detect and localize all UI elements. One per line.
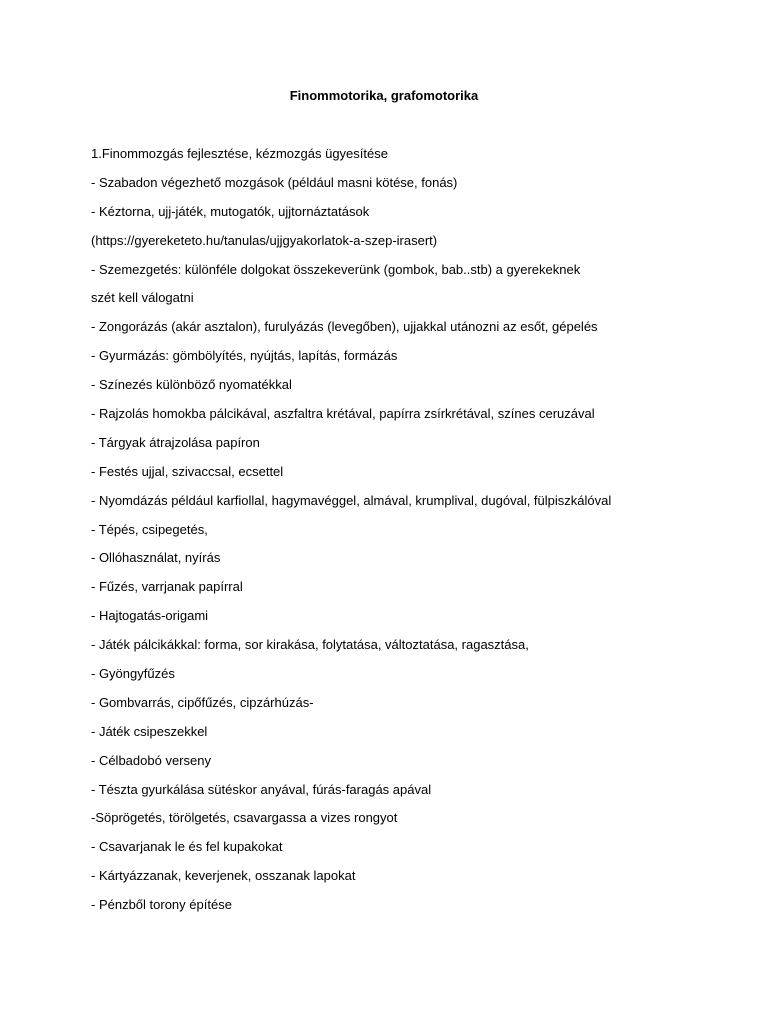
text-line: - Hajtogatás-origami bbox=[91, 608, 209, 624]
text-line: - Játék csipeszekkel bbox=[91, 723, 208, 739]
text-line: - Fűzés, varrjanak papírral bbox=[91, 579, 243, 595]
text-line: -Söprögetés, törölgetés, csavargassa a vizes rongyot bbox=[91, 810, 398, 826]
text-line: - Szabadon végezhető mozgások (például masni kötése, fonás) bbox=[91, 174, 458, 190]
text-line: - Tépés, csipegetés, bbox=[91, 521, 208, 537]
text-line: - Kéztorna, ujj-játék, mutogatók, ujjtornáztatások bbox=[91, 203, 370, 219]
text-line: - Célbadobó verseny bbox=[91, 752, 211, 768]
text-line: - Gyöngyfűzés bbox=[91, 666, 175, 682]
text-line: - Gombvarrás, cipőfűzés, cipzárhúzás- bbox=[91, 694, 314, 710]
text-line: - Festés ujjal, szivaccsal, ecsettel bbox=[91, 463, 284, 479]
text-line: - Ollóhasználat, nyírás bbox=[91, 550, 221, 566]
text-line: - Színezés különböző nyomatékkal bbox=[91, 377, 292, 393]
text-line: - Zongorázás (akár asztalon), furulyázás (levegőben), ujjakkal utánozni az esőt, gépelés bbox=[91, 319, 598, 335]
text-line: 1.Finommozgás fejlesztése, kézmozgás ügyesítése bbox=[91, 146, 388, 161]
text-line: - Tárgyak átrajzolása papíron bbox=[91, 434, 260, 450]
text-line: - Gyurmázás: gömbölyítés, nyújtás, lapítás, formázás bbox=[91, 348, 398, 364]
text-line: - Nyomdázás például karfiollal, hagymavéggel, almával, krumplival, dugóval, fülpiszkálóval bbox=[91, 492, 612, 508]
text-line: - Szemezgetés: különféle dolgokat összekeverünk (gombok, bab..stb) a gyerekeknek bbox=[91, 261, 581, 277]
text-line: - Tészta gyurkálása sütéskor anyával, fúrás-faragás apával bbox=[91, 781, 432, 797]
text-line: szét kell válogatni bbox=[91, 290, 194, 306]
text-line: - Kártyázzanak, keverjenek, osszanak lapokat bbox=[91, 868, 356, 884]
document-body bbox=[91, 144, 751, 924]
page-title: Finommotorika, grafomotorika bbox=[289, 88, 479, 103]
url-line: (https://gyereketeto.hu/tanulas/ujjgyakorlatok-a-szep-irasert) bbox=[91, 232, 438, 248]
text-line: - Pénzből torony építése bbox=[91, 897, 232, 913]
text-line: - Csavarjanak le és fel kupakokat bbox=[91, 839, 283, 855]
text-line: - Rajzolás homokba pálcikával, aszfaltra krétával, papírra zsírkrétával, színes ceruzával bbox=[91, 406, 595, 422]
text-line: - Játék pálcikákkal: forma, sor kirakása, folytatása, változtatása, ragasztása, bbox=[91, 637, 529, 653]
